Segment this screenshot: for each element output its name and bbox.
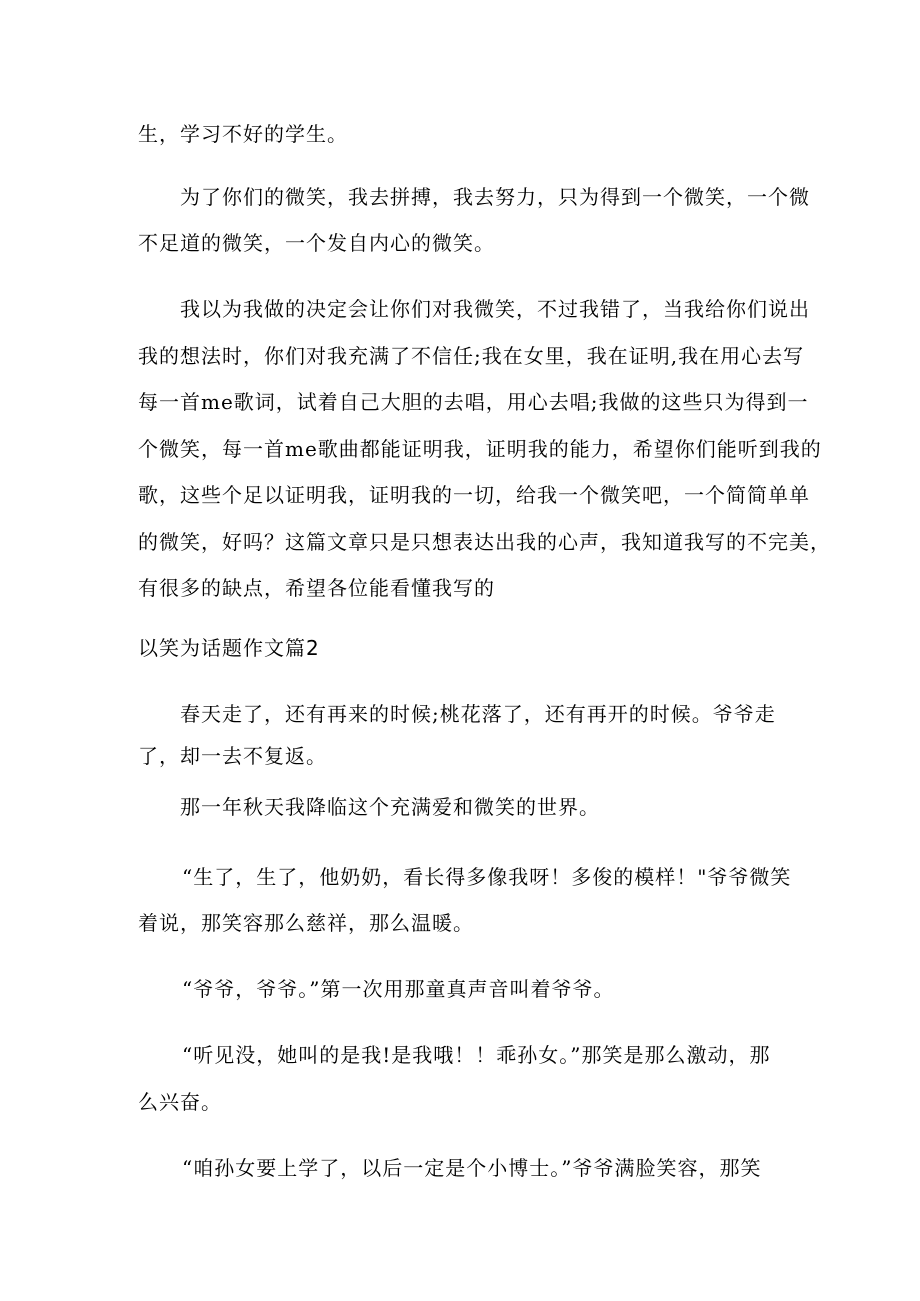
paragraph-line: 不足道的微笑，一个发自内心的微笑。 bbox=[138, 231, 495, 255]
paragraph-line: “生了，生了，他奶奶，看长得多像我呀！多俊的模样！"爷爷微笑 bbox=[182, 865, 792, 889]
paragraph-line: 的微笑，好吗？这篇文章只是只想表达出我的心声，我知道我写的不完美， bbox=[138, 530, 831, 554]
paragraph-line: 有很多的缺点，希望各位能看懂我写的 bbox=[138, 576, 495, 600]
paragraph-line: 每一首me歌词，试着自己大胆的去唱，用心去唱;我做的这些只为得到一 bbox=[138, 390, 809, 414]
paragraph-line: “听见没，她叫的是我!是我哦！！乖孙女。”那笑是那么激动，那 bbox=[182, 1043, 771, 1067]
paragraph-line: 我以为我做的决定会让你们对我微笑，不过我错了，当我给你们说出 bbox=[180, 297, 810, 321]
paragraph-line: 着说，那笑容那么慈祥，那么温暖。 bbox=[138, 911, 474, 935]
paragraph-line: 么兴奋。 bbox=[138, 1090, 222, 1114]
paragraph-line: 那一年秋天我降临这个充满爱和微笑的世界。 bbox=[180, 795, 600, 819]
paragraph-line: 春天走了，还有再来的时候;桃花落了，还有再开的时候。爷爷走 bbox=[180, 702, 776, 726]
paragraph-line: “爷爷，爷爷。”第一次用那童真声音叫着爷爷。 bbox=[182, 977, 615, 1001]
paragraph-line: 歌，这些个足以证明我，证明我的一切，给我一个微笑吧，一个简简单单 bbox=[138, 483, 810, 507]
paragraph-line: 我的想法时，你们对我充满了不信任;我在女里，我在证明,我在用心去写 bbox=[138, 344, 805, 368]
paragraph-line: 个微笑，每一首me歌曲都能证明我，证明我的能力，希望你们能听到我的 bbox=[138, 437, 822, 461]
paragraph-line: 生，学习不好的学生。 bbox=[138, 122, 348, 146]
paragraph-line: 了，却一去不复返。 bbox=[138, 744, 327, 768]
paragraph-line: 为了你们的微笑，我去拼搏，我去努力，只为得到一个微笑，一个微 bbox=[180, 185, 810, 209]
paragraph-line: “咱孙女要上学了，以后一定是个小博士。”爷爷满脸笑容，那笑 bbox=[182, 1156, 762, 1180]
section-heading: 以笑为话题作文篇2 bbox=[138, 636, 320, 660]
